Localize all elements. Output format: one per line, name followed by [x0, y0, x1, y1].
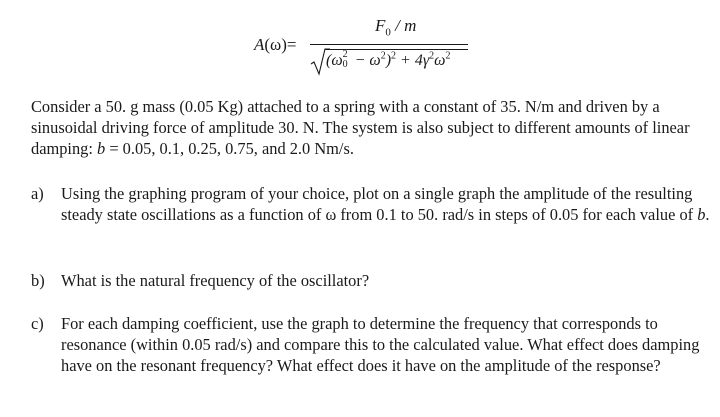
intro-text-1: Consider a 50. g mass (0.05 Kg) attached to a spring with a constant of 35. N/m and driven by a sinusoidal driving force of amplitude 30. N. The system is also subject to different amounts of linear damping: — [31, 97, 690, 158]
question-a-b-variable: b — [697, 205, 706, 224]
question-b — [31, 270, 715, 291]
intro-b-variable: b — [97, 139, 106, 158]
formula-num-f: F — [375, 16, 386, 35]
formula-lhs-a: A — [254, 35, 265, 54]
formula-den-sup-2e: 2 — [445, 50, 451, 62]
intro-text-2: = 0.05, 0.1, 0.25, 0.75, and 2.0 Nm/s. — [105, 139, 354, 158]
question-a-text-1: Using the graphing program of your choice, plot on a single graph the amplitude of the resulting steady state oscillations as a function of ω from 0.1 to 50. rad/s in steps of 0.05 for each value of — [61, 184, 698, 224]
formula-den-mid: − ω — [350, 52, 381, 69]
formula-den-sup-2c: 2 — [391, 50, 397, 62]
question-b-text: What is the natural frequency of the oscillator? — [61, 271, 370, 290]
question-a-text-2: . — [705, 205, 710, 224]
formula-den-sup-2: 2 — [342, 49, 348, 60]
formula-den-open: (ω — [326, 52, 343, 69]
question-a-label: a) — [31, 184, 44, 203]
formula-den-close: ) — [385, 52, 392, 69]
formula-num-rest: / m — [390, 16, 417, 35]
formula-lhs-omega: (ω) — [264, 35, 287, 54]
question-c — [31, 313, 715, 376]
formula-den-plus: + 4γ — [396, 52, 430, 69]
formula-den-omega: ω — [434, 52, 446, 69]
question-a-text — [61, 183, 715, 225]
formula-lhs — [254, 35, 297, 55]
formula-fraction-bar — [310, 44, 468, 45]
formula-denominator — [326, 49, 451, 70]
intro-paragraph — [31, 96, 715, 159]
question-a — [31, 183, 715, 225]
formula-den-sub-0: 0 — [342, 59, 348, 70]
question-b-label: b) — [31, 271, 45, 290]
formula-num-sub: 0 — [385, 26, 391, 39]
formula-lhs-equals: = — [286, 35, 297, 54]
amplitude-formula — [254, 14, 494, 76]
formula-den-omega0-scripts — [342, 49, 351, 70]
question-c-label: c) — [31, 314, 44, 333]
question-c-text: For each damping coefficient, use the graph to determine the frequency that corresponds to resonance (within 0.05 rad/s) and compare this to the calculated value. What effect does damping have on the resonant frequency? What effect does it have on the amplitude of the response? — [61, 314, 700, 375]
formula-numerator — [375, 16, 416, 38]
formula-den-sup-2d: 2 — [429, 50, 435, 62]
formula-den-sup-2b: 2 — [380, 50, 386, 62]
